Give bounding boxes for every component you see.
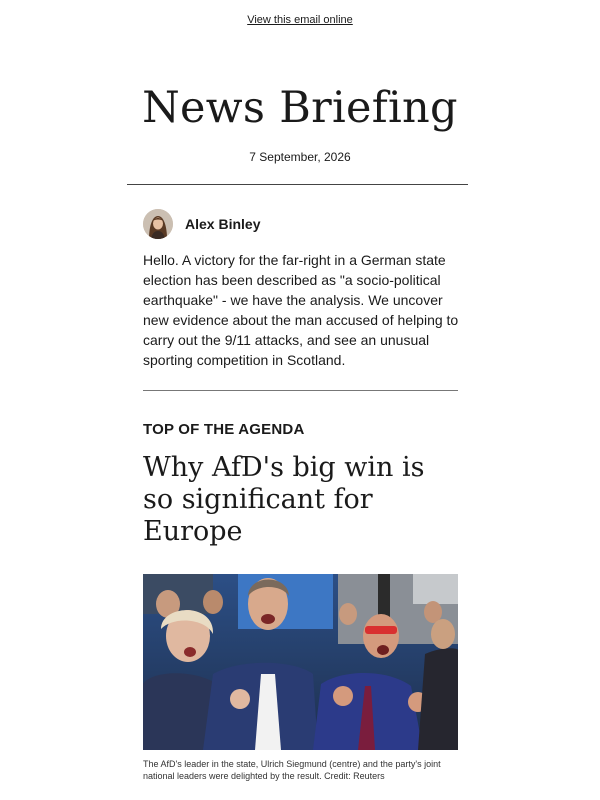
author-name: Alex Binley: [185, 216, 261, 232]
issue-date: 7 September, 2026: [249, 150, 351, 164]
intro-paragraph: Hello. A victory for the far-right in a German state election has been described as "a socio-political earthquake" - we have the analysis. We uncover new evidence about the man accused of helping to carry out the 9/11 attacks, and see an unusual sporting competition in Scotland.: [143, 252, 459, 368]
view-online-link[interactable]: View this email online: [247, 14, 353, 26]
author-byline: [143, 208, 260, 240]
section-label: TOP OF THE AGENDA: [143, 421, 305, 438]
divider-top: [127, 184, 468, 185]
top-story-photo[interactable]: [143, 574, 458, 750]
divider-middle: [143, 390, 458, 391]
photo-caption: The AfD's leader in the state, Ulrich Siegmund (centre) and the party's joint national leaders were delighted by the result. Credit: Reuters: [143, 759, 441, 781]
top-story-headline[interactable]: Why AfD's big win is so significant for Europe: [143, 452, 425, 547]
newsletter-title: News Briefing: [142, 83, 458, 133]
author-avatar: [143, 209, 173, 239]
